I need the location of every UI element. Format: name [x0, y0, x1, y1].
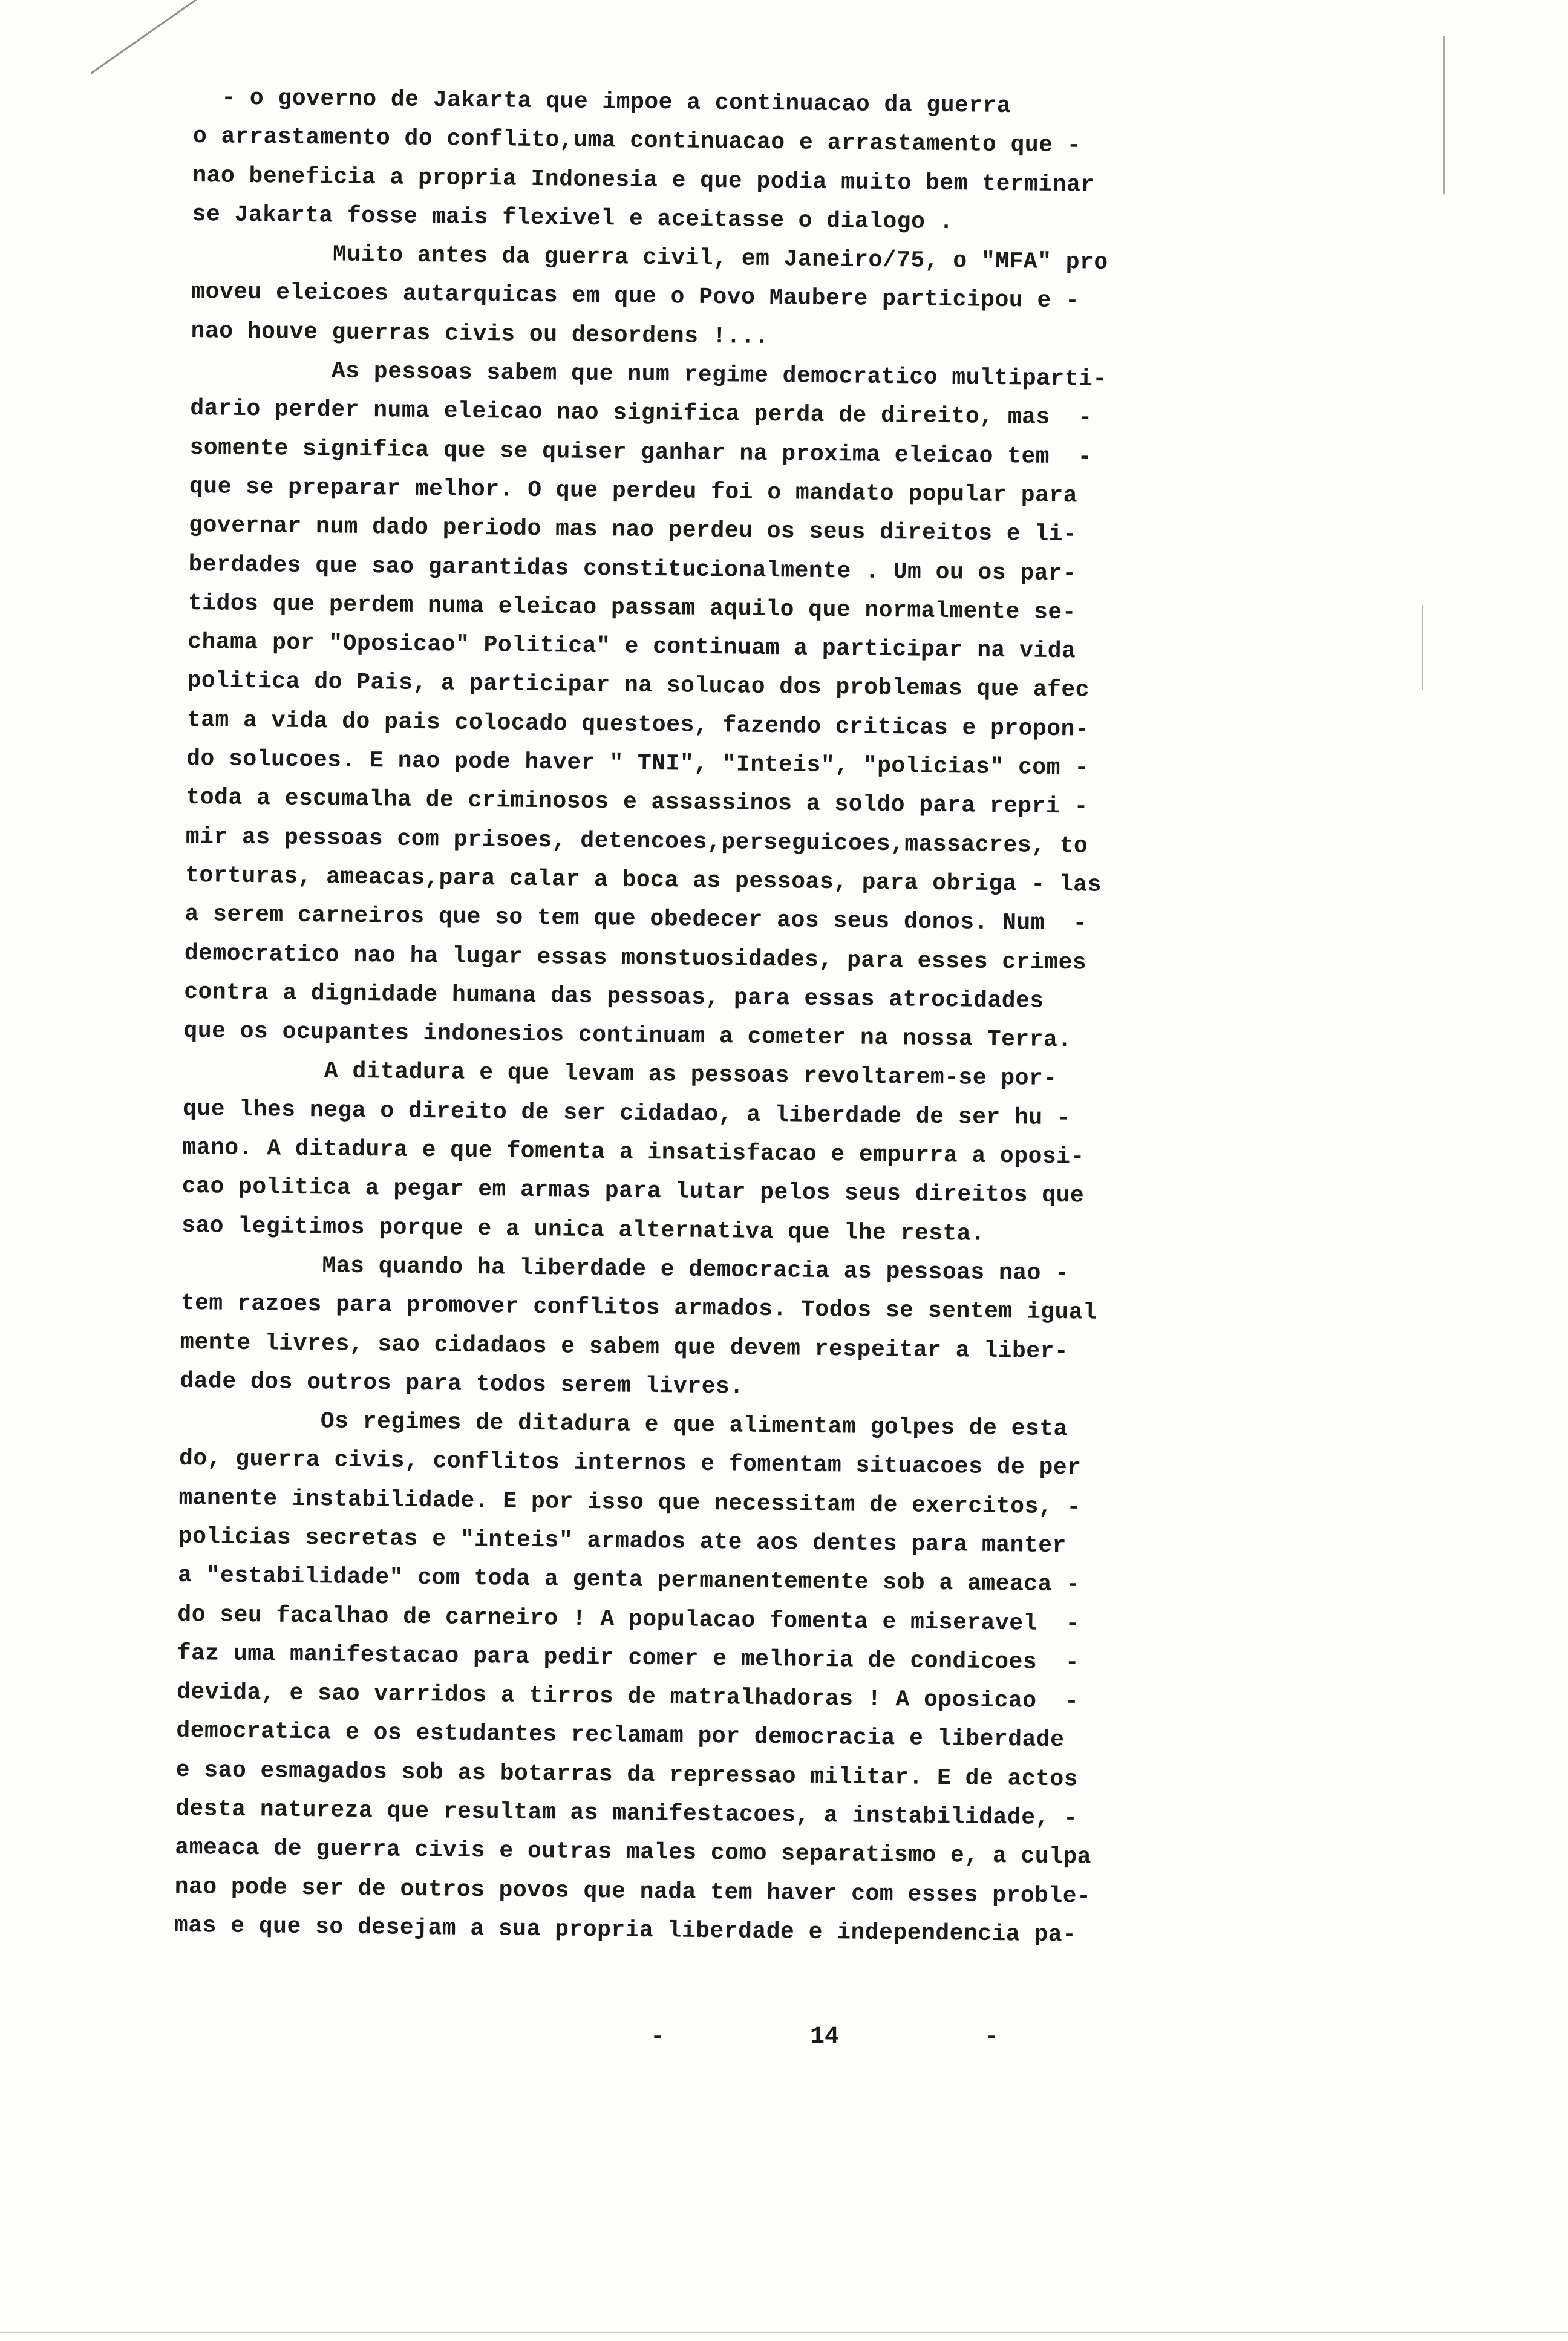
- text-line: do solucoes. E nao pode haver " TNI", "Inteis", "policias" com -: [186, 745, 1089, 782]
- scan-mark-bottom-edge: [0, 2332, 1568, 2333]
- text-line: - o governo de Jakarta que impoe a continuacao da guerra: [193, 84, 1011, 120]
- text-line: berdades que sao garantidas constitucionalmente . Um ou os par-: [188, 551, 1077, 587]
- text-line: moveu eleicoes autarquicas em que o Povo Maubere participou e -: [191, 279, 1080, 315]
- text-line: se Jakarta fosse mais flexivel e aceitasse o dialogo .: [192, 201, 954, 236]
- text-line: mas e que so desejam a sua propria liberdade e independencia pa-: [174, 1912, 1077, 1948]
- text-line: mano. A ditadura e que fomenta a insatisfacao e empurra a oposi-: [182, 1134, 1085, 1170]
- text-line: nao pode ser de outros povos que nada tem haver com esses proble-: [174, 1873, 1091, 1910]
- text-line: As pessoas sabem que num regime democratico multiparti-: [190, 357, 1107, 393]
- text-line: somente significa que se quiser ganhar na proxima eleicao tem -: [189, 434, 1093, 471]
- text-line: tem razoes para promover conflitos armados. Todos se sentem igual: [180, 1290, 1097, 1326]
- text-line: cao politica a pegar em armas para lutar pelos seus direitos que: [181, 1174, 1085, 1209]
- text-line: nao houve guerras civis ou desordens !...: [191, 318, 769, 350]
- text-line: tam a vida do pais colocado questoes, fazendo criticas e propon-: [186, 707, 1089, 743]
- scan-mark-top-left: [90, 0, 205, 74]
- text-line: nao beneficia a propria Indonesia e que podia muito bem terminar: [192, 162, 1095, 198]
- text-line: que se preparar melhor. O que perdeu foi o mandato popular para: [189, 473, 1078, 509]
- text-line: do, guerra civis, conflitos internos e fomentam situacoes de per: [178, 1446, 1082, 1481]
- text-line: que lhes nega o direito de ser cidadao, a liberdade de ser hu -: [182, 1095, 1071, 1131]
- scan-mark-right-edge: [1443, 36, 1445, 194]
- text-line: politica do Pais, a participar na solucao dos problemas que afec: [187, 668, 1090, 704]
- text-line: mir as pessoas com prisoes, detencoes,perseguicoes,massacres, to: [185, 823, 1088, 860]
- text-line: a serem carneiros que so tem que obedecer aos seus donos. Num -: [185, 901, 1088, 937]
- text-line: democratico nao ha lugar essas monstuosidades, para esses crimes: [184, 940, 1087, 976]
- text-line: mente livres, sao cidadaos e sabem que devem respeitar a liber-: [180, 1329, 1069, 1365]
- text-line: ameaca de guerra civis e outras males como separatismo e, a culpa: [175, 1835, 1092, 1871]
- text-line: policias secretas e "inteis" armados ate aos dentes para manter: [178, 1523, 1067, 1559]
- text-line: a "estabilidade" com toda a genta permanentemente sob a ameaca -: [177, 1562, 1080, 1598]
- text-line: desta natureza que resultam as manifestacoes, a instabilidade, -: [175, 1795, 1078, 1832]
- typewritten-text: [174, 79, 1282, 1957]
- text-line: toda a escumalha de criminosos e assassinos a soldo para repri -: [186, 785, 1089, 820]
- text-line: contra a dignidade humana das pessoas, para essas atrocidades: [183, 979, 1044, 1014]
- text-line: Os regimes de ditadura e que alimentam golpes de esta: [179, 1406, 1068, 1443]
- text-line: tidos que perdem numa eleicao passam aquilo que normalmente se-: [188, 590, 1077, 626]
- text-line: o arrastamento do conflito,uma continuacao e arrastamento que -: [192, 123, 1082, 159]
- text-line: Muito antes da guerra civil, em Janeiro/75, o "MFA" pro: [191, 240, 1108, 276]
- text-line: democratica e os estudantes reclamam por democracia e liberdade: [176, 1718, 1065, 1754]
- text-line: devida, e sao varridos a tirros de matralhadoras ! A oposicao -: [176, 1679, 1079, 1715]
- text-line: manente instabilidade. E por isso que necessitam de exercitos, -: [178, 1484, 1082, 1521]
- text-line: faz uma manifestacao para pedir comer e melhoria de condicoes -: [177, 1640, 1080, 1676]
- page-number: - 14 -: [650, 2023, 999, 2051]
- text-line: dade dos outros para todos serem livres.: [180, 1368, 744, 1400]
- text-line: do seu facalhao de carneiro ! A populacao fomenta e miseravel -: [177, 1601, 1080, 1637]
- text-line: e sao esmagados sob as botarras da repressao militar. E de actos: [175, 1757, 1079, 1793]
- text-line: Mas quando ha liberdade e democracia as pessoas nao -: [181, 1251, 1070, 1287]
- text-line: torturas, ameacas,para calar a boca as pessoas, para obriga - las: [185, 862, 1102, 898]
- text-line: que os ocupantes indonesios continuam a cometer na nossa Terra.: [183, 1018, 1072, 1054]
- scan-mark-right-edge-lower: [1422, 605, 1423, 690]
- text-line: A ditadura e que levam as pessoas revoltarem-se por-: [183, 1057, 1057, 1092]
- text-line: dario perder numa eleicao nao significa perda de direito, mas -: [190, 396, 1093, 431]
- text-line: chama por "Oposicao" Politica" e continuam a participar na vida: [188, 629, 1076, 665]
- text-line: governar num dado periodo mas nao perdeu os seus direitos e li-: [189, 512, 1077, 548]
- text-line: sao legitimos porque e a unica alternativa que lhe resta.: [181, 1212, 985, 1247]
